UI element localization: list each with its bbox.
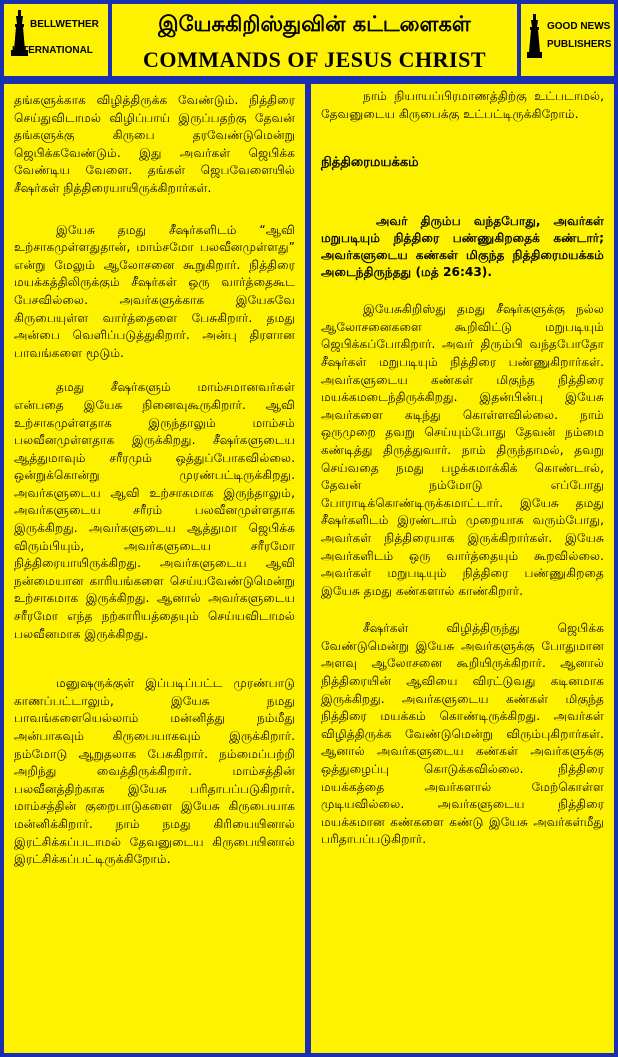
scripture-verse: அவர் திரும்ப வந்தபோது, அவர்கள் மறுபடியும் நித்திரை பண்ணுகிறதைக் கண்டார்; அவர்களுடைய கண்கள் மிகுந்த நித்திரைமயக்கம் அடைந்திருந்தது (மத் 26:43).	[321, 214, 604, 280]
title-box	[112, 4, 517, 76]
title-tamil: இயேசுகிறிஸ்துவின் கட்டளைகள்	[158, 12, 471, 36]
logo-left-line1: BELLWETHER	[30, 19, 99, 30]
header-bar	[0, 0, 618, 80]
tower-icon	[526, 14, 544, 58]
paragraph: தமது சீஷர்களும் மாம்சமானவர்கள் என்பதை இயேசு நினைவுகூருகிறார். ஆவி உற்சாகமுள்ளதாக இருந்தாலும் மாம்சம் பலவீனமுள்ளதாக இருக்கிறது. சீஷர்களுடைய ஆத்துமாவும் சரீரமும் ஒத்துப்போகவில்லை. ஒன்றுக்கொன்று முரண்பட்டிருக்கிறது. அவர்களுடைய ஆவி உற்சாகமாக இருந்தாலும், அவர்களுடைய சரீரம் பலவீனமுள்ளதாக இருக்கிறது. அவர்களுடைய ஆத்துமா ஜெபிக்க விரும்பியும், அவர்களுடைய சரீரமோ நித்திரையாயிருக்கிறது. அவர்களுடைய ஆவி நன்மையான காரியங்களை செய்யவேண்டுமென்று உற்சாகமாக இருக்கிறது. ஆனால் அவர்களுடைய சரீரமோ எந்த நற்காரியத்தையும் செய்யவிடாமல் பலவீனமாக இருக்கிறது.	[14, 380, 295, 641]
section-heading: நித்திரைமயக்கம்	[321, 155, 419, 171]
good-news-logo	[521, 4, 614, 76]
paragraph: சீஷர்கள் விழித்திருந்து ஜெபிக்க வேண்டுமென்று இயேசு அவர்களுக்கு போதுமான அளவு ஆலோசனை கூறியிருக்கிறார். ஆனால் நித்திரையின் ஆவியை விரட்டுவது கடினமாக இருக்கிறது. அவர்களுடைய கண்கள் மிகுந்த நித்திரை மயக்கம் கொண்டிருக்கிறது. அவர்கள் விழித்திருக்க வேண்டுமென்று விரும்புகிறார்கள். ஆனால் அவர்களுடைய கண்கள் அவர்களுக்கு ஒத்துழைப்பு கொடுக்கவில்லை. நித்திரை மயக்கத்தை அவர்களால் மேற்கொள்ள முடியவில்லை. அவர்களுடைய நித்திரை மயக்கமான கண்களை கண்டு இயேசு அவர்கள்மீது பரிதாபப்படுகிறார்.	[321, 621, 604, 847]
left-column	[4, 84, 305, 1053]
logo-left-line2: INTERNATIONAL	[12, 45, 93, 56]
paragraph: இயேசுகிறிஸ்து தமது சீஷர்களுக்கு நல்ல ஆலோசனைகளை கூறிவிட்டு மறுபடியும் ஜெபிக்கப்போகிறார். அவர் திரும்பி வந்தபோதோ சீஷர்கள் மறுபடியும் நித்திரை பண்ணுகிறார்கள். அவர்களுடைய கண்கள் மிகுந்த நித்திரை மயக்கமடைந்திருக்கிறது. இதன்பின்பு இயேசு அவர்களை கடிந்து கொள்ளவில்லை. நாம் ஒருமுறை தவறு செய்யும்போது தேவன் நம்மை கண்டித்து திருத்துவார். நாம் திருந்தாமல், தவறு செய்வதை நமது பழக்கமாக்கிக் கொண்டால், தேவன் நம்மோடு எப்போது போராடிக்கொண்டிருக்கமாட்டார். இயேசு தமது சீஷர்களிடம் இரண்டாம் முறையாக வரும்போது, அவர்கள் நித்திரையாக இருக்கிறார்கள். இயேசு அவர்களிடம் ஒரு வார்த்தையும் கூறவில்லை. அவர்கள் மறுபடியும் நித்திரை பண்ணுகிறதை இயேசு தமது கண்களால் காண்கிறார்.	[321, 302, 604, 598]
paragraph: இயேசு தமது சீஷர்களிடம் “ஆவி உற்சாகமுள்ளதுதான், மாம்சமோ பலவீனமுள்ளது” என்று மேலும் ஆலோசனை கூறுகிறார். நித்திரை மயக்கத்திலிருக்கும் சீஷர்கள் ஒரு வார்த்தைகூட பேசவில்லை. அவர்களுக்காக இயேசுவே கிருபையுள்ள வார்த்தைளை பேசுகிறார். தமது அன்பை வெளிப்படுத்துகிறார். அன்பு திரளான பாவங்களை மூடும்.	[14, 222, 295, 360]
paragraph: தங்களுக்காக விழித்திருக்க வேண்டும். நித்திரை செய்துவிடாமல் விழிப்பாய் இருப்பதற்கு தேவன் தங்களுக்கு கிருபை தரவேண்டுமென்று ஜெபிக்கவேண்டும். இது அவர்கள் ஜெபிக்க வேண்டிய வேளை. தங்கள் ஜெபவேளையில் சீஷர்கள் நித்திரையாயிருக்கிறார்கள்.	[14, 93, 295, 195]
title-english: COMMANDS OF JESUS CHRIST	[142, 47, 487, 72]
logo-right-line1: GOOD NEWS	[547, 21, 611, 32]
bellwether-logo	[4, 4, 108, 76]
logo-right-line2: PUBLISHERS	[547, 39, 612, 50]
right-column	[311, 84, 614, 1053]
paragraph: நாம் நியாயப்பிரமாணத்திற்கு உட்படாமல், தேவனுடைய கிருபைக்கு உட்பட்டிருக்கிறோம்.	[321, 89, 604, 121]
paragraph: மனுஷருக்குள் இப்படிப்பட்ட முரண்பாடு காணப்பட்டாலும், இயேசு நமது பாவங்களையெல்லாம் மன்னித்து நம்மீது அன்பாகவும் கிருபையாகவும் இருக்கிறார். நம்மோடு ஆறுதலாக பேசுகிறார். நம்மைப்பற்றி அறிந்து வைத்திருக்கிறார். மாம்சத்தின் பலவீனத்திற்காக இயேசு பரிதாபப்படுகிறார். மாம்சத்தின் குறைபாடுகளை இயேசு கிருபையாக மன்னிக்கிறார். நாம் நமது கிரியையினால் இரட்சிக்கப்படாமல் தேவனுடைய கிருபையினால் இரட்சிக்கப்பட்டிருக்கிறோம்.	[14, 676, 295, 867]
